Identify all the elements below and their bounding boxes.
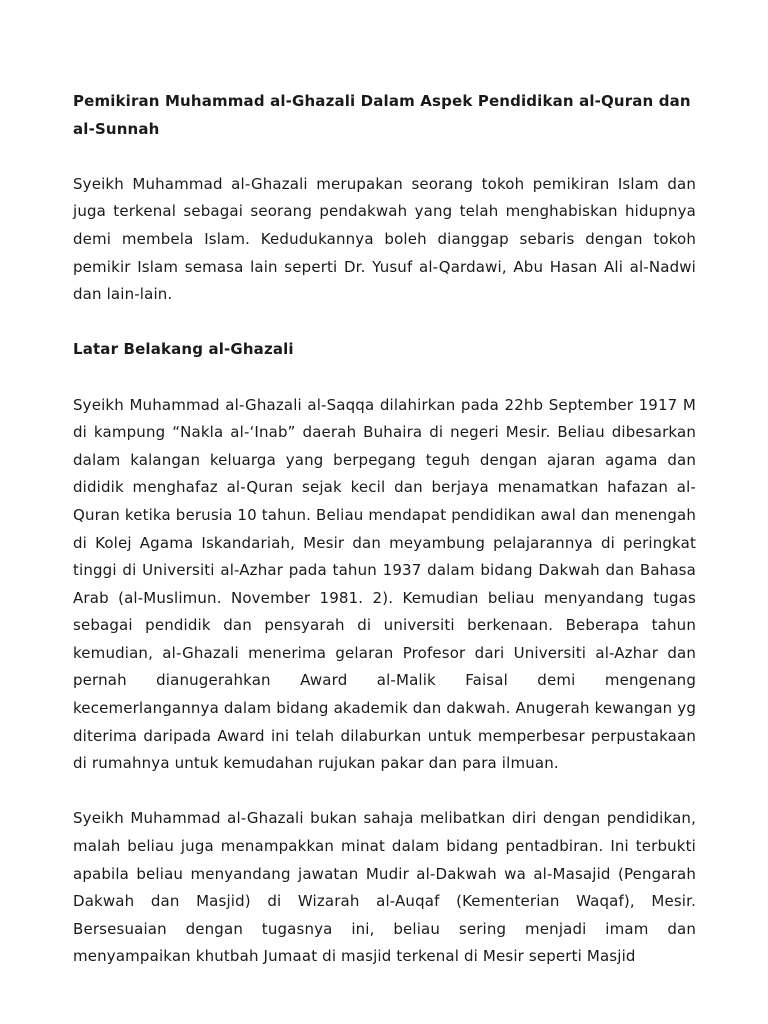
section-heading: Latar Belakang al-Ghazali bbox=[73, 340, 294, 359]
intro-paragraph: Syeikh Muhammad al-Ghazali merupakan seorang tokoh pemikiran Islam dan juga terkenal sebagai seorang pendakwah yang telah menghabiskan hidupnya demi membela Islam. Kedudukannya boleh dianggap sebaris dengan tokoh pemikir Islam semasa lain seperti Dr. Yusuf al-Qardawi, Abu Hasan Ali al-Nadwi dan lain-lain. bbox=[73, 174, 696, 304]
biography-paragraph-2: Syeikh Muhammad al-Ghazali bukan sahaja melibatkan diri dengan pendidikan, malah beliau juga menampakkan minat dalam bidang pentadbiran. Ini terbukti apabila beliau menyandang jawatan Mudir al-Dakwah wa al-Masajid (Pengarah Dakwah dan Masjid) di Wizarah al-Auqaf (Kementerian Waqaf), Mesir. Bersesuaian dengan tugasnya ini, beliau sering menjadi imam dan menyampaikan khutbah Jumaat di masjid terkenal di Mesir seperti Masjid bbox=[73, 809, 696, 966]
document-title: Pemikiran Muhammad al-Ghazali Dalam Aspek Pendidikan al-Quran dan al-Sunnah bbox=[73, 92, 691, 138]
document-page bbox=[73, 88, 696, 999]
biography-paragraph-1: Syeikh Muhammad al-Ghazali al-Saqqa dilahirkan pada 22hb September 1917 M di kampung “Nakla al-‘Inab” daerah Buhaira di negeri Mesir. Beliau dibesarkan dalam kalangan keluarga yang berpegang teguh dengan ajaran agama dan dididik menghafaz al-Quran sejak kecil dan berjaya menamatkan hafazan al-Quran ketika berusia 10 tahun. Beliau mendapat pendidikan awal dan menengah di Kolej Agama Iskandariah, Mesir dan meyambung pelajarannya di peringkat tinggi di Universiti al-Azhar pada tahun 1937 dalam bidang Dakwah dan Bahasa Arab (al-Muslimun. November 1981. 2). Kemudian beliau menyandang tugas sebagai pendidik dan pensyarah di universiti berkenaan. Beberapa tahun kemudian, al-Ghazali menerima gelaran Profesor dari Universiti al-Azhar dan pernah dianugerahkan Award al-Malik Faisal demi mengenang kecemerlangannya dalam bidang akademik dan dakwah. Anugerah kewangan yg diterima daripada Award ini telah dilaburkan untuk memperbesar perpustakaan di rumahnya untuk kemudahan rujukan pakar dan para ilmuan. bbox=[73, 395, 696, 773]
